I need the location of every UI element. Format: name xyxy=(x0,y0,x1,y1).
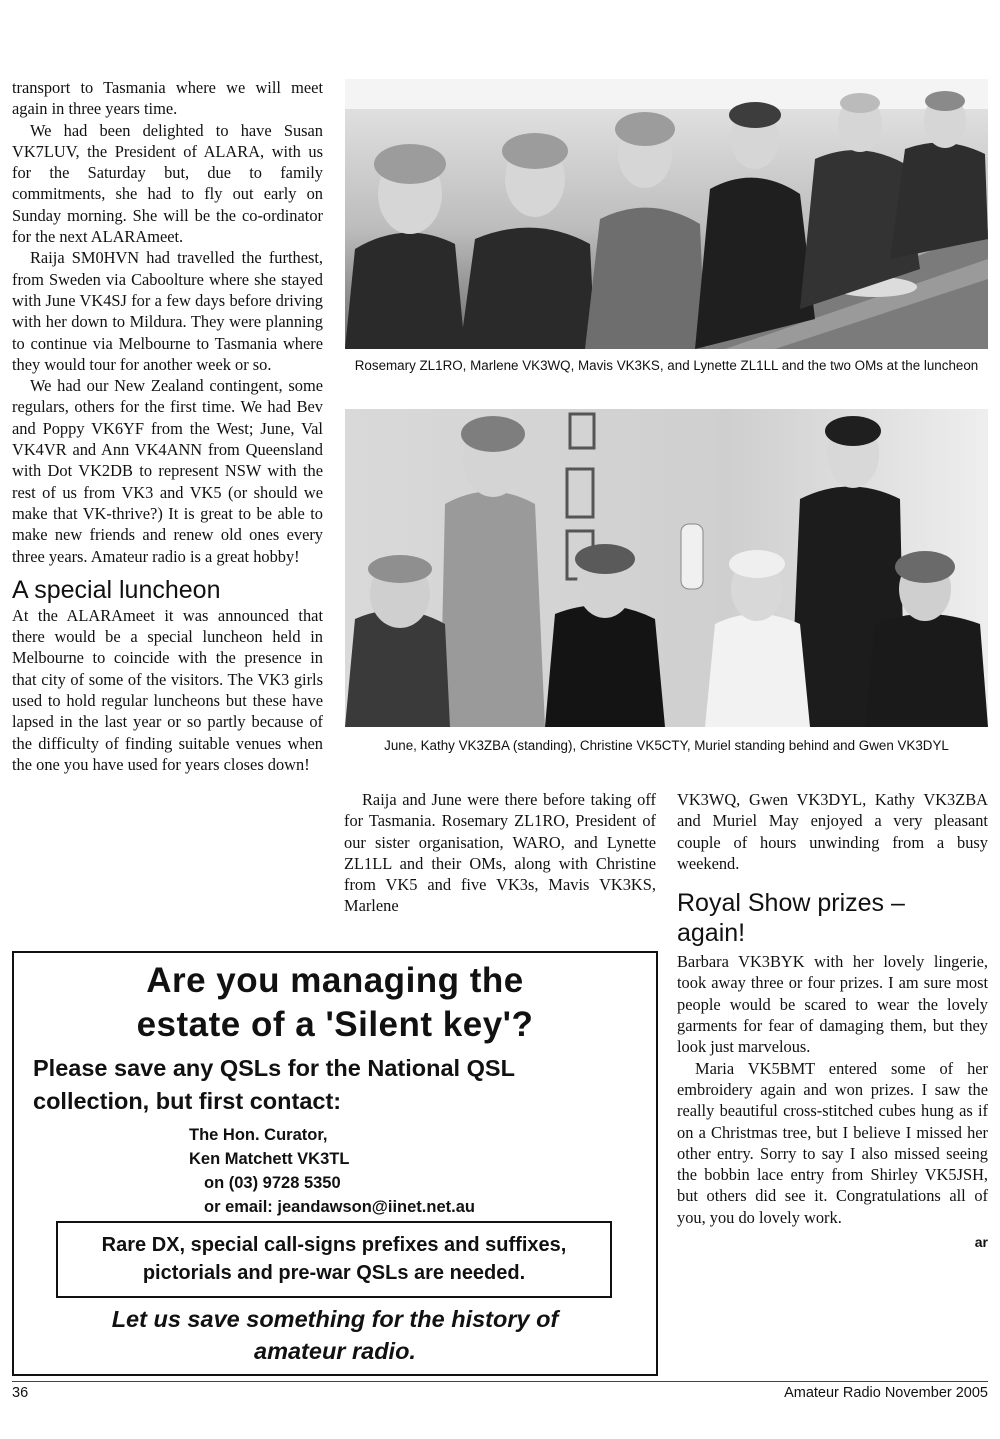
advert-contact: Ken Matchett VK3TL xyxy=(189,1150,350,1168)
advert-closing: amateur radio. xyxy=(254,1338,416,1364)
advert-headline: estate of a 'Silent key'? xyxy=(136,1005,534,1044)
photo-caption: June, Kathy VK3ZBA (standing), Christine VK5CTY, Muriel standing behind and Gwen VK3DYL xyxy=(384,738,949,753)
qsl-appeal-advert xyxy=(12,951,658,1376)
publication-title: Amateur Radio November 2005 xyxy=(784,1385,988,1401)
middle-column xyxy=(344,789,656,917)
sign-off: ar xyxy=(974,1234,988,1251)
paragraph: At the ALARAmeet it was announced that there would be a special luncheon held in Melbourne to coincide with the presence in that city of some of the visitors. The VK3 girls used to hold regular luncheons but these have lapsed in the last year or so partly because of the difficulty of finding suitable venues when the one you have used for years closes down! xyxy=(12,605,323,774)
advert-contact: The Hon. Curator, xyxy=(189,1126,328,1144)
paragraph: Raija and June were there before taking off for Tasmania. Rosemary ZL1RO, President of our sister organisation, WARO, and Lynette ZL1LL and their OMs, along with Christine from VK5 and five VK3s, Mavis VK3KS, Marlene xyxy=(344,790,656,916)
advert-phone: on (03) 9728 5350 xyxy=(204,1174,341,1192)
page-number: 36 xyxy=(12,1385,29,1401)
advert-email: or email: jeandawson@iinet.net.au xyxy=(204,1198,475,1216)
paragraph: transport to Tasmania where we will meet again in three years time. xyxy=(12,78,323,119)
luncheon-photo-image xyxy=(345,79,988,349)
photo-caption: Rosemary ZL1RO, Marlene VK3WQ, Mavis VK3KS, and Lynette ZL1LL and the two OMs at the luncheon xyxy=(354,358,979,373)
paragraph: Raija SM0HVN had travelled the furthest, from Sweden via Caboolture where she stayed with June VK4SJ for a few days before driving with her down to Mildura. They were planning to continue via Melbourne to Tasmania where they would tour for another week or so. xyxy=(12,248,323,374)
right-column xyxy=(677,789,988,1253)
section-heading: Royal Show prizes – again! xyxy=(677,889,905,948)
advert-subheading: Please save any QSLs for the National QSL xyxy=(33,1055,515,1081)
left-column xyxy=(12,77,323,775)
advert-subheading: collection, but first contact: xyxy=(33,1088,342,1114)
group-photo-image xyxy=(345,409,988,727)
group-photo xyxy=(345,409,988,727)
advert-note: Rare DX, special call-signs prefixes and suffixes, xyxy=(101,1234,567,1256)
paragraph: Barbara VK3BYK with her lovely lingerie, took away three or four prizes. I am sure most people would be scared to wear the lovely garments for fear of damaging them, but they look just marvelous. xyxy=(677,952,988,1057)
advert-note: pictorials and pre-war QSLs are needed. xyxy=(142,1262,526,1284)
advert-headline: Are you managing the xyxy=(146,961,524,1000)
paragraph: VK3WQ, Gwen VK3DYL, Kathy VK3ZBA and Muriel May enjoyed a very pleasant couple of hours unwinding from a busy weekend. xyxy=(677,790,988,873)
advert-closing: Let us save something for the history of xyxy=(111,1306,559,1332)
luncheon-photo xyxy=(345,79,988,349)
paragraph: We had been delighted to have Susan VK7LUV, the President of ALARA, with us for the Saturday but, due to family commitments, she had to fly out early on Sunday morning. She will be the co-ordinator for the next ALARAmeet. xyxy=(12,120,323,247)
advert-inner-box xyxy=(56,1221,612,1298)
paragraph: Maria VK5BMT entered some of her embroidery again and won prizes. I saw the really beautiful cross-stitched cubes hung as if on a Christmas tree, but I believe I missed her other entry. Sorry to say I also missed seeing the bobbin lace entry from Shirley VK5JSH, but others did see it. Congratulations all of you, you do lovely work. xyxy=(677,1058,988,1227)
section-heading: A special luncheon xyxy=(12,575,221,604)
paragraph: We had our New Zealand contingent, some regulars, others for the first time. We had Bev and Poppy VK6YF from the West; June, Val VK4VR and Ann VK4ANN from Queensland with Dot VK2DB to represent NSW with the rest of us from VK3 and VK5 (or should we make that VK-thrive?) It is great to be able to make new friends and renew old ones every three years. Amateur radio is a great hobby! xyxy=(12,376,323,566)
footer-rule xyxy=(12,1381,988,1382)
